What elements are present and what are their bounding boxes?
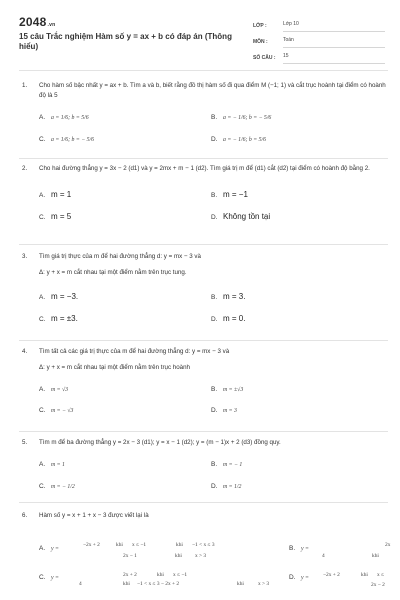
option-value: m = −1 <box>223 189 248 199</box>
option-value: a = − 1/6; b = 5/6 <box>223 137 266 143</box>
piecewise-term: −1 < x ≤ 3 <box>192 541 215 548</box>
question-number: 5. <box>22 439 28 446</box>
option-d[interactable] <box>289 574 309 581</box>
piecewise-term: −2x + 2 <box>323 571 340 578</box>
option-letter: B. <box>211 294 218 301</box>
option-d[interactable] <box>211 212 270 221</box>
option-value: a = 1/6; b = − 5/6 <box>51 137 94 143</box>
option-value: m = 1 <box>51 189 72 199</box>
option-a[interactable] <box>39 190 71 199</box>
piecewise-term: khi <box>123 580 130 587</box>
option-value: m = 3 <box>223 408 237 414</box>
question-number: 3. <box>22 253 28 260</box>
piecewise-term: −2x + 2 <box>83 541 100 548</box>
piecewise-term: 4 <box>322 552 325 559</box>
option-letter: B. <box>289 544 296 552</box>
piecewise-term: 2x + 2 <box>123 571 137 578</box>
meta-row-count <box>253 48 385 64</box>
piecewise-term: −1 < x ≤ 3 − 2x + 2 <box>137 580 180 587</box>
option-c[interactable] <box>39 574 59 581</box>
document-title: 15 câu Trắc nghiệm Hàm số y = ax + b có đáp án (Thông hiểu) <box>19 32 232 51</box>
option-value: m = 3. <box>223 292 246 301</box>
question-3 <box>22 252 390 323</box>
option-b[interactable] <box>211 461 242 468</box>
piecewise-term: 2x <box>385 541 391 548</box>
question-text-line-2: Δ: y + x = m cắt nhau tại một điểm nằm trên trục hoành <box>39 363 190 371</box>
meta-value: Lớp 10 <box>283 20 385 32</box>
option-value: m = 0. <box>223 314 246 323</box>
option-value: m = − 1/2 <box>51 483 75 490</box>
option-value: a = 1/6; b = 5/6 <box>51 115 89 121</box>
question-divider <box>19 502 388 503</box>
question-divider <box>19 340 388 341</box>
meta-label: SỐ CÂU : <box>253 55 276 61</box>
option-value: m = 5 <box>51 211 72 221</box>
piecewise-term: 2x − 2 <box>371 581 385 588</box>
question-text: Cho hàm số bậc nhất y = ax + b. Tìm a và b, biết rằng đồ thị hàm số đi qua điểm M (−1; 1) và cắt trục hoành tại điểm có hoành độ là 5 <box>39 82 386 99</box>
option-value: m = 1 <box>51 461 65 468</box>
option-value: m = ±√3 <box>223 387 244 393</box>
option-b[interactable] <box>211 114 271 121</box>
option-c[interactable] <box>39 136 94 143</box>
question-divider <box>19 431 388 432</box>
meta-value: 15 <box>283 52 385 64</box>
option-value: m = − √3 <box>51 408 74 414</box>
option-value: m = − 1 <box>223 461 243 468</box>
piecewise-term: khi <box>237 580 244 587</box>
option-value: a = − 1/6; b = − 5/6 <box>223 115 272 121</box>
question-text: Tìm m để ba đường thẳng y = 2x − 3 (d1); y = x − 1 (d2); y = (m − 1)x + 2 (d3) đồng quy. <box>39 439 281 446</box>
meta-row-class <box>253 16 385 32</box>
question-6 <box>22 511 390 591</box>
question-number: 4. <box>22 348 28 355</box>
option-value: m = ±3. <box>51 314 78 323</box>
document-meta <box>253 16 385 64</box>
option-c[interactable] <box>39 314 78 323</box>
question-4 <box>22 347 390 414</box>
question-text-line-2: Δ: y + x = m cắt nhau tại một điểm nằm trên trục tung. <box>39 268 187 276</box>
option-d[interactable] <box>211 314 245 323</box>
option-letter: D. <box>211 136 218 143</box>
question-number: 1. <box>22 82 28 89</box>
option-d[interactable] <box>211 483 241 490</box>
logo-text: 2048 <box>19 15 47 29</box>
piecewise-term: 4 <box>79 580 82 587</box>
option-letter: A. <box>39 191 46 199</box>
option-value: y = <box>301 545 309 552</box>
option-letter: C. <box>39 213 46 221</box>
piecewise-term: khi <box>116 541 123 548</box>
option-a[interactable] <box>39 545 59 552</box>
piecewise-term: x ≤ −1 <box>132 541 147 548</box>
question-divider <box>19 244 388 245</box>
question-text: Tìm giá trị thực của m để hai đường thẳng d: y = mx − 3 và <box>39 253 201 260</box>
option-letter: D. <box>211 316 218 323</box>
option-letter: C. <box>39 316 46 323</box>
option-letter: A. <box>39 460 46 468</box>
meta-row-subject <box>253 32 385 48</box>
option-a[interactable] <box>39 114 89 121</box>
option-b[interactable] <box>211 386 243 393</box>
option-b[interactable] <box>289 545 309 552</box>
option-value: m = √3 <box>51 387 69 393</box>
question-text: Tìm tất cả các giá trị thực của m để hai đường thẳng d: y = mx − 3 và <box>39 348 230 355</box>
piecewise-term: x ≤ −1 <box>173 571 188 578</box>
piecewise-term: 2x − 1 <box>123 552 137 559</box>
logo-suffix: .vn <box>47 22 56 28</box>
piecewise-term: khi <box>175 552 182 559</box>
option-letter: C. <box>39 136 46 143</box>
question-2 <box>22 164 390 221</box>
piecewise-term: khi <box>372 552 379 559</box>
option-d[interactable] <box>211 136 266 143</box>
piecewise-term: khi <box>176 541 183 548</box>
option-c[interactable] <box>39 212 71 221</box>
piecewise-term: khi <box>157 571 164 578</box>
option-letter: B. <box>211 460 218 468</box>
question-divider <box>19 158 388 159</box>
meta-label: LỚP : <box>253 23 267 29</box>
option-c[interactable] <box>39 407 73 414</box>
piecewise-term: x > 3 <box>258 580 270 587</box>
option-c[interactable] <box>39 483 75 490</box>
piecewise-term: x ≤ <box>377 571 385 578</box>
option-letter: B. <box>211 114 218 121</box>
option-d[interactable] <box>211 407 237 414</box>
meta-label: MÔN : <box>253 39 268 45</box>
option-letter: D. <box>211 213 218 221</box>
option-letter: C. <box>39 482 46 490</box>
option-letter: B. <box>211 191 218 199</box>
option-letter: A. <box>39 544 46 552</box>
option-value: Không tồn tại <box>223 211 271 221</box>
question-1 <box>22 81 390 143</box>
option-letter: A. <box>39 386 46 393</box>
question-number: 6. <box>22 512 28 519</box>
option-letter: B. <box>211 386 218 393</box>
option-a[interactable] <box>39 386 68 393</box>
option-value: y = <box>51 574 59 581</box>
piecewise-term: x > 3 <box>195 552 207 559</box>
question-text: Hàm số y = x + 1 + x − 3 được viết lại là <box>39 512 149 519</box>
question-text: Cho hai đường thẳng y = 3x − 2 (d1) và y = 2mx + m − 1 (d2). Tìm giá trị m để (d1) cắt (d2) tại điểm có hoành độ bằng 2. <box>39 165 370 172</box>
option-letter: C. <box>39 407 46 414</box>
question-number: 2. <box>22 165 28 172</box>
meta-value: Toán <box>283 36 385 48</box>
option-value: y = <box>51 545 59 552</box>
option-letter: A. <box>39 294 46 301</box>
option-b[interactable] <box>211 190 248 199</box>
option-value: m = −3. <box>51 292 79 301</box>
piecewise-term: khi <box>361 571 368 578</box>
option-value: y = <box>301 574 309 581</box>
site-logo[interactable] <box>19 15 55 29</box>
option-a[interactable] <box>39 461 65 468</box>
option-letter: D. <box>211 407 218 414</box>
option-letter: A. <box>39 114 46 121</box>
option-letter: D. <box>211 482 218 490</box>
header-divider <box>19 70 388 71</box>
option-a[interactable] <box>39 292 78 301</box>
option-letter: C. <box>39 573 46 581</box>
option-value: m = 1/2 <box>223 483 242 490</box>
option-letter: D. <box>289 573 296 581</box>
question-5 <box>22 438 390 490</box>
option-b[interactable] <box>211 292 245 301</box>
